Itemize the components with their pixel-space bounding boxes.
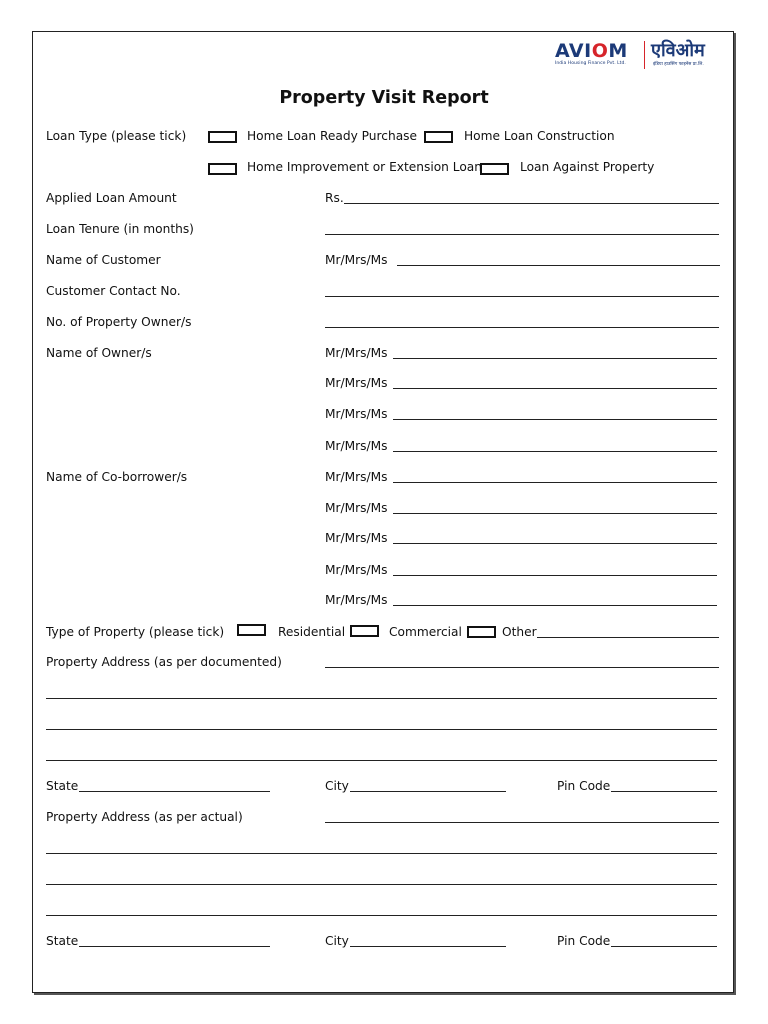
salutation-text: Mr/Mrs/Ms <box>325 407 388 421</box>
coborrower-name-field[interactable] <box>393 543 717 544</box>
checkbox-residential[interactable] <box>237 624 266 636</box>
logo-divider <box>644 41 645 69</box>
owner-name-field[interactable] <box>393 358 717 359</box>
salutation-text: Mr/Mrs/Ms <box>325 501 388 515</box>
state-label: State <box>46 934 79 948</box>
applied-loan-amount-label: Applied Loan Amount <box>46 191 177 205</box>
logo-tagline: India Housing Finance Pvt. Ltd. <box>555 61 626 66</box>
owner-names-label: Name of Owner/s <box>46 346 152 360</box>
salutation-text: Mr/Mrs/Ms <box>325 376 388 390</box>
city-label: City <box>325 934 349 948</box>
address-documented-field[interactable] <box>325 667 719 668</box>
address-documented-line[interactable] <box>46 698 717 699</box>
state-label: State <box>46 779 79 793</box>
company-logo <box>555 40 721 72</box>
city-field[interactable] <box>350 946 506 947</box>
option-residential: Residential <box>278 625 346 639</box>
state-field[interactable] <box>79 791 270 792</box>
option-home-loan-construction: Home Loan Construction <box>464 129 615 143</box>
customer-name-label: Name of Customer <box>46 253 161 267</box>
owner-name-field[interactable] <box>393 388 717 389</box>
page-title: Property Visit Report <box>279 88 489 108</box>
address-actual-line[interactable] <box>46 853 717 854</box>
checkbox-commercial[interactable] <box>350 625 379 637</box>
owner-count-field[interactable] <box>325 327 719 328</box>
salutation-text: Mr/Mrs/Ms <box>325 563 388 577</box>
coborrower-name-field[interactable] <box>393 513 717 514</box>
checkbox-home-loan-construction[interactable] <box>424 131 453 143</box>
state-field[interactable] <box>79 946 270 947</box>
salutation-text: Mr/Mrs/Ms <box>325 593 388 607</box>
property-type-label: Type of Property (please tick) <box>46 625 225 639</box>
loan-tenure-field[interactable] <box>325 234 719 235</box>
checkbox-other[interactable] <box>467 626 496 638</box>
address-actual-field[interactable] <box>325 822 719 823</box>
pin-code-label: Pin Code <box>557 779 611 793</box>
logo-hindi-wordmark: एविओम <box>651 40 705 61</box>
address-actual-label: Property Address (as per actual) <box>46 810 243 824</box>
pin-code-field[interactable] <box>611 946 717 947</box>
salutation-text: Mr/Mrs/Ms <box>325 531 388 545</box>
coborrower-names-label: Name of Co-borrower/s <box>46 470 188 484</box>
logo-hindi-tagline: इंडिया हाउसिंग फाइनेंस प्रा.लि. <box>653 62 704 67</box>
loan-tenure-label: Loan Tenure (in months) <box>46 222 194 236</box>
customer-name-field[interactable] <box>397 265 720 266</box>
coborrower-name-field[interactable] <box>393 482 717 483</box>
city-label: City <box>325 779 349 793</box>
checkbox-home-improvement-loan[interactable] <box>208 163 237 175</box>
salutation-text: Mr/Mrs/Ms <box>325 253 388 267</box>
salutation-text: Mr/Mrs/Ms <box>325 439 388 453</box>
salutation-text: Mr/Mrs/Ms <box>325 470 388 484</box>
owner-count-label: No. of Property Owner/s <box>46 315 192 329</box>
loan-type-label: Loan Type (please tick) <box>46 129 187 143</box>
customer-contact-field[interactable] <box>325 296 719 297</box>
option-home-improvement-loan: Home Improvement or Extension Loan <box>247 160 482 174</box>
address-documented-label: Property Address (as per documented) <box>46 655 282 669</box>
other-property-type-field[interactable] <box>537 637 719 638</box>
customer-contact-label: Customer Contact No. <box>46 284 181 298</box>
address-actual-line[interactable] <box>46 915 717 916</box>
address-documented-line[interactable] <box>46 760 717 761</box>
applied-loan-amount-field[interactable] <box>344 203 719 204</box>
salutation-text: Mr/Mrs/Ms <box>325 346 388 360</box>
address-documented-line[interactable] <box>46 729 717 730</box>
coborrower-name-field[interactable] <box>393 575 717 576</box>
owner-name-field[interactable] <box>393 419 717 420</box>
amount-prefix: Rs. <box>325 191 344 205</box>
option-loan-against-property: Loan Against Property <box>520 160 655 174</box>
option-commercial: Commercial <box>389 625 462 639</box>
pin-code-field[interactable] <box>611 791 717 792</box>
checkbox-loan-against-property[interactable] <box>480 163 509 175</box>
owner-name-field[interactable] <box>393 451 717 452</box>
city-field[interactable] <box>350 791 506 792</box>
checkbox-home-loan-ready-purchase[interactable] <box>208 131 237 143</box>
address-actual-line[interactable] <box>46 884 717 885</box>
logo-wordmark: AVIOM <box>555 40 628 62</box>
option-other: Other <box>502 625 537 639</box>
pin-code-label: Pin Code <box>557 934 611 948</box>
coborrower-name-field[interactable] <box>393 605 717 606</box>
option-home-loan-ready-purchase: Home Loan Ready Purchase <box>247 129 418 143</box>
